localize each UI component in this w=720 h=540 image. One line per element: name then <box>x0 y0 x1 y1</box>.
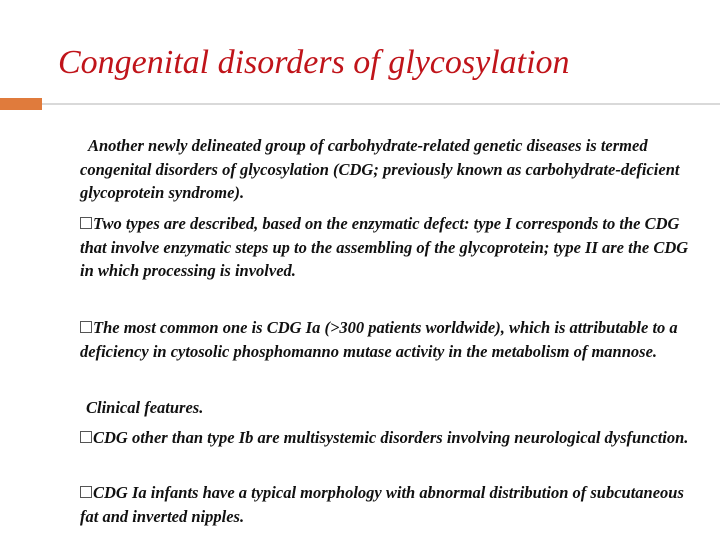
bullet-icon <box>80 321 92 333</box>
title-accent-bar <box>0 98 42 110</box>
bullet-morphology: CDG Ia infants have a typical morphology with abnormal distribution of subcutaneous fat and inverted nipples. <box>80 483 684 526</box>
bullet-multisystemic: CDG other than type Ib are multisystemic disorders involving neurological dysfunction. <box>80 426 690 450</box>
paragraph-intro: Another newly delineated group of carbohydrate-related genetic diseases is termed congenital disorders of glycosylation (CDG; previously known as carbohydrate-deficient glycoprotein syndrome). <box>80 136 680 202</box>
title-divider <box>42 103 720 105</box>
bullet-types: Two types are described, based on the enzymatic defect: type I corresponds to the CDG that involve enzymatic steps up to the assembling of the glycoprotein; type II are the CDG in which processing is involved. <box>80 214 689 280</box>
bullet-most-common: The most common one is CDG Ia (>300 patients worldwide), which is attributable to a deficiency in cytosolic phosphomanno mutase activity in the metabolism of mannose. <box>80 318 678 361</box>
bullet-icon <box>80 217 92 229</box>
slide-title: Congenital disorders of glycosylation <box>58 44 570 81</box>
section-heading-clinical: Clinical features. <box>86 398 204 417</box>
bullet-icon <box>80 431 92 443</box>
bullet-icon <box>80 486 92 498</box>
